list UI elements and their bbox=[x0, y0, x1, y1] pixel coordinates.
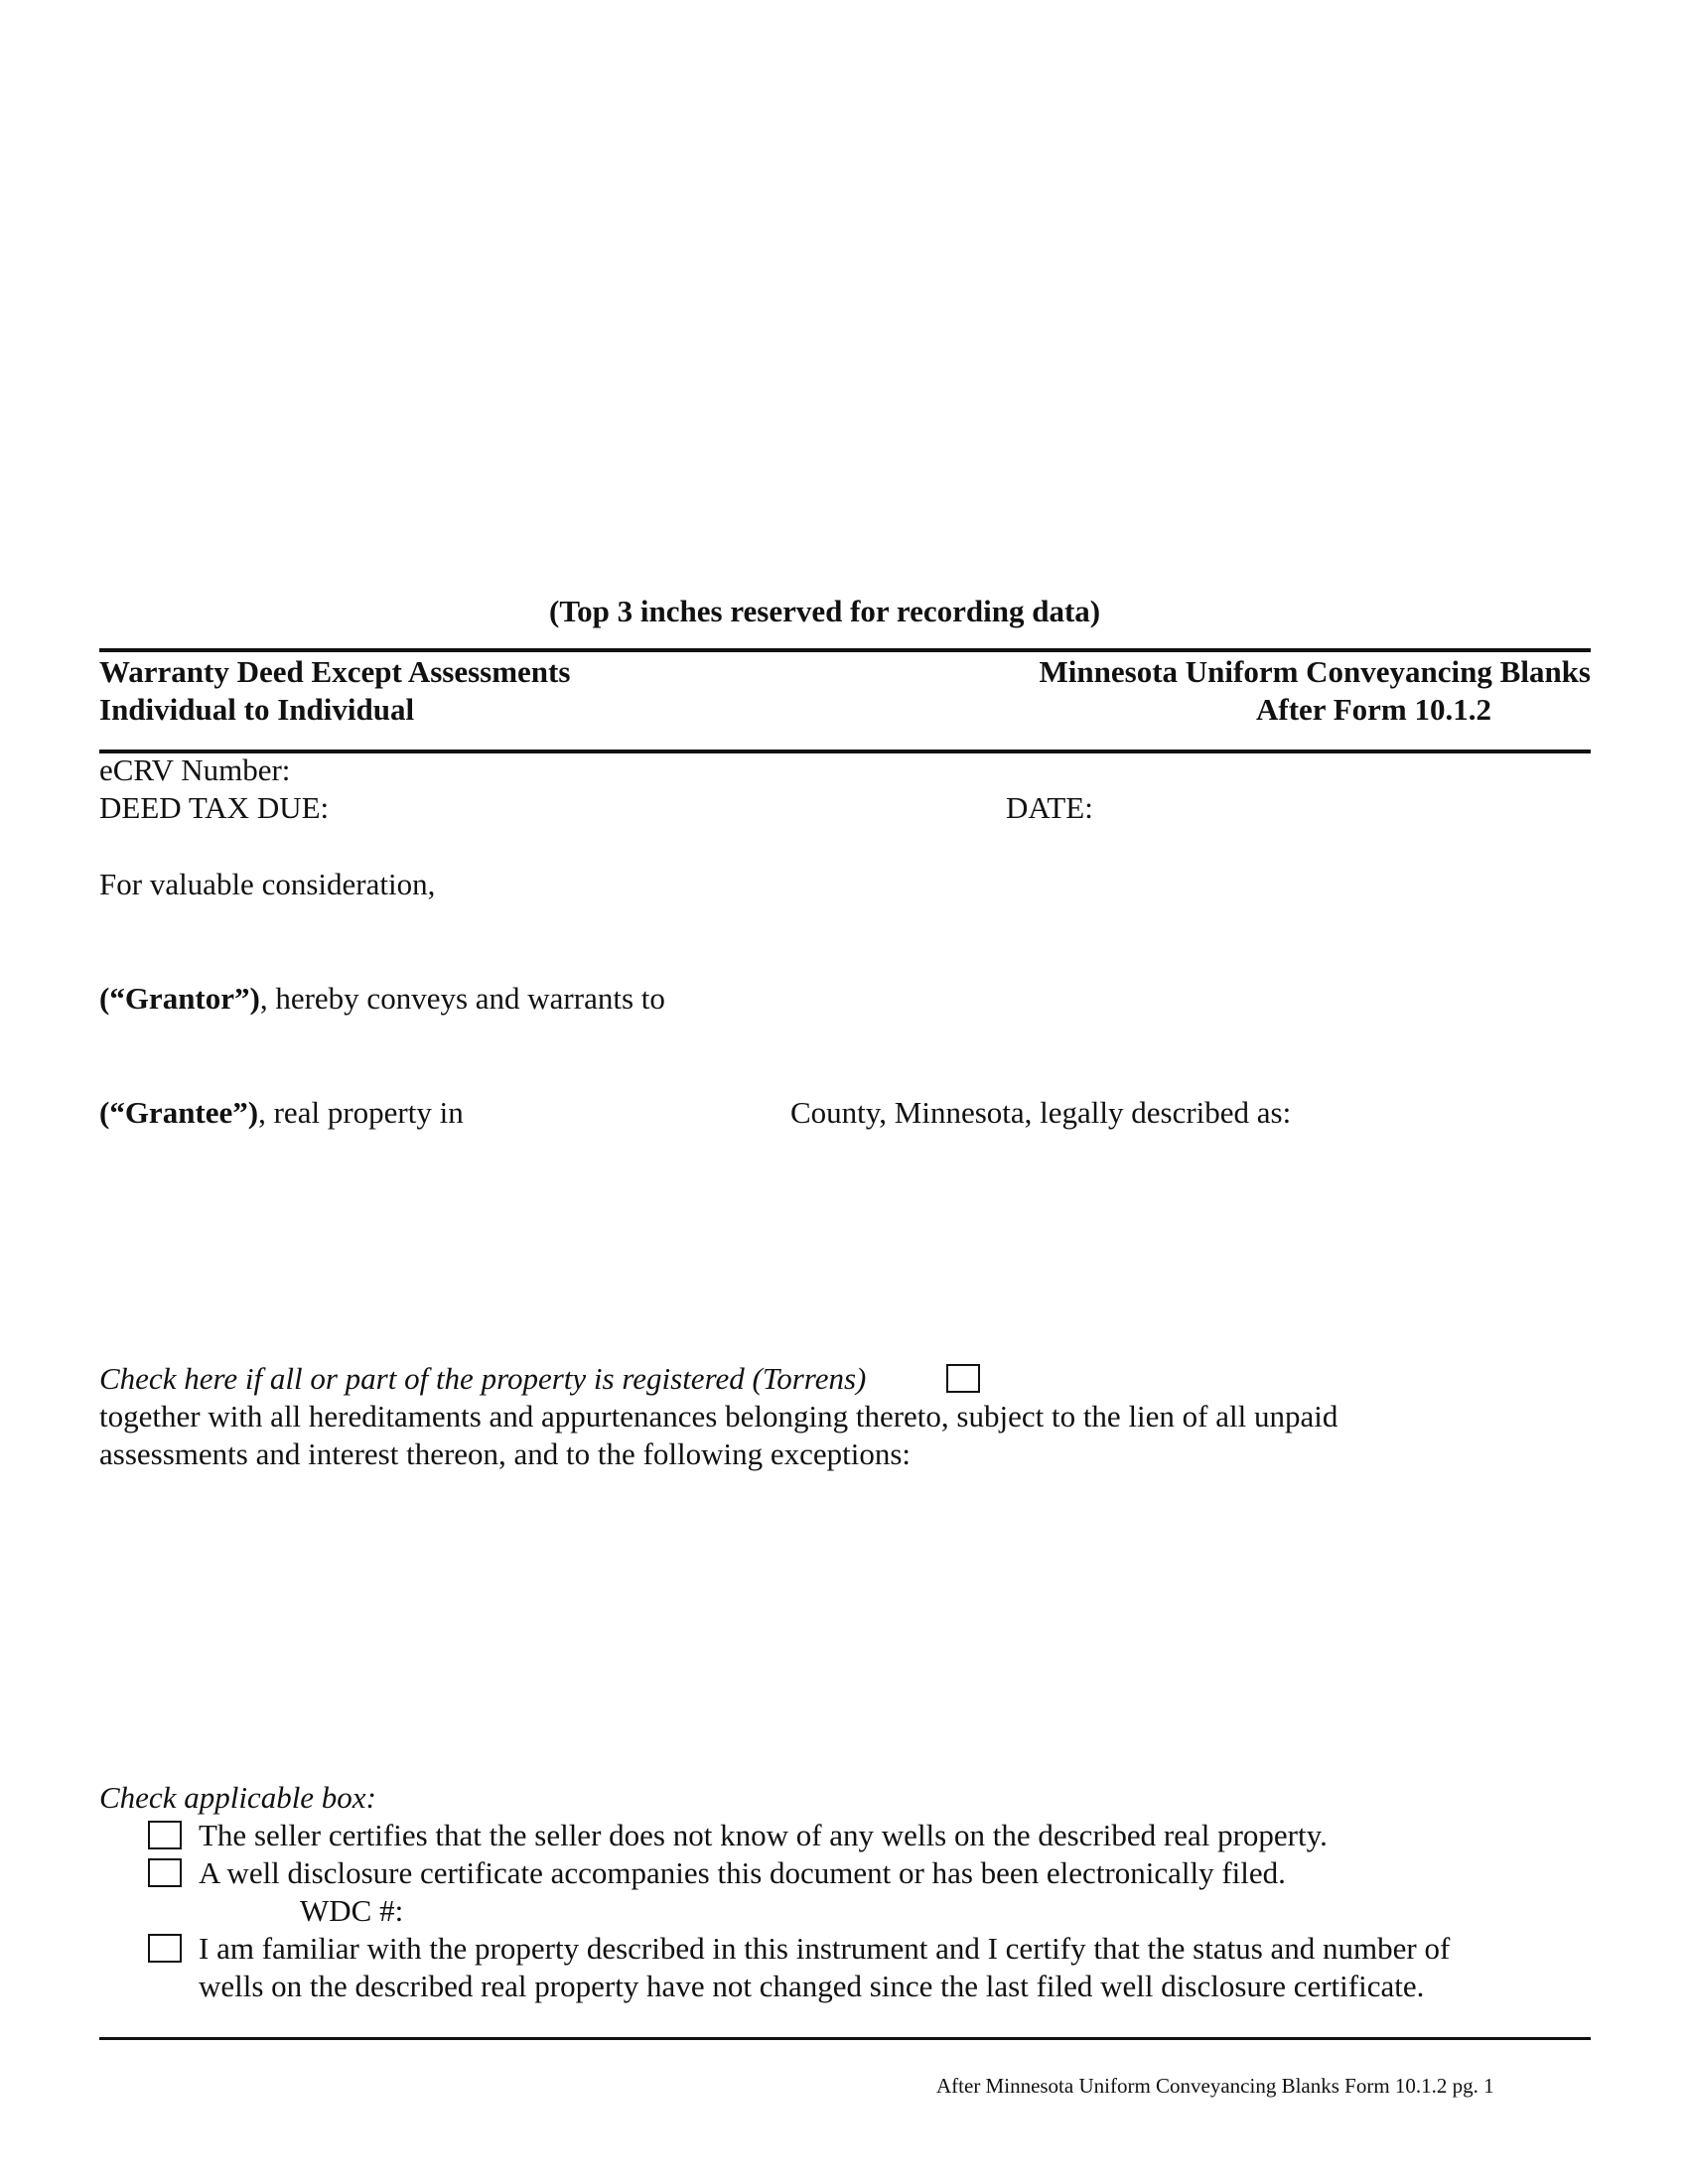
well-section-heading: Check applicable box: bbox=[99, 1780, 376, 1815]
well-certificate-option-text: A well disclosure certificate accompanies this document or has been electronically filed. bbox=[199, 1855, 1286, 1890]
no-wells-option-text: The seller certifies that the seller does not know of any wells on the described real property. bbox=[199, 1818, 1328, 1852]
grantee-term: (“Grantee”) bbox=[99, 1095, 259, 1130]
grantee-text: , real property in bbox=[258, 1095, 464, 1130]
form-title-line1: Warranty Deed Except Assessments bbox=[99, 654, 571, 689]
ecrv-number-label: eCRV Number: bbox=[99, 752, 291, 787]
deed-tax-due-label: DEED TAX DUE: bbox=[99, 790, 330, 825]
footer-rule bbox=[99, 2037, 1591, 2040]
hereditaments-line1: together with all hereditaments and appurtenances belonging thereto, subject to the lien of all unpaid bbox=[99, 1399, 1338, 1433]
grantor-clause bbox=[99, 980, 665, 1018]
torrens-checkbox[interactable] bbox=[946, 1364, 980, 1393]
header-bottom-rule bbox=[99, 750, 1591, 753]
wells-unchanged-option-line2: wells on the described real property have not changed since the last filed well disclosure certificate. bbox=[199, 1969, 1425, 2003]
form-series-title: Minnesota Uniform Conveyancing Blanks bbox=[1039, 654, 1591, 689]
no-wells-checkbox[interactable] bbox=[148, 1821, 182, 1849]
torrens-label: Check here if all or part of the property is registered (Torrens) bbox=[99, 1361, 867, 1396]
header-top-rule bbox=[99, 648, 1591, 652]
date-label: DATE: bbox=[1006, 790, 1093, 825]
wells-unchanged-checkbox[interactable] bbox=[148, 1934, 182, 1963]
consideration-text: For valuable consideration, bbox=[99, 867, 436, 901]
county-text: County, Minnesota, legally described as: bbox=[790, 1095, 1292, 1130]
well-certificate-checkbox[interactable] bbox=[148, 1858, 182, 1887]
wdc-number-label: WDC #: bbox=[300, 1893, 404, 1928]
grantee-clause bbox=[99, 1094, 464, 1132]
footer-page-label: After Minnesota Uniform Conveyancing Blanks Form 10.1.2 pg. 1 bbox=[936, 2074, 1494, 2098]
grantor-term: (“Grantor”) bbox=[99, 981, 260, 1016]
hereditaments-line2: assessments and interest thereon, and to the following exceptions: bbox=[99, 1436, 912, 1471]
form-title-line2: Individual to Individual bbox=[99, 692, 415, 727]
wells-unchanged-option-line1: I am familiar with the property described in this instrument and I certify that the status and number of bbox=[199, 1931, 1451, 1966]
grantor-text: , hereby conveys and warrants to bbox=[259, 981, 665, 1016]
form-number: After Form 10.1.2 bbox=[1255, 692, 1491, 727]
recording-note: (Top 3 inches reserved for recording data) bbox=[549, 594, 1101, 628]
